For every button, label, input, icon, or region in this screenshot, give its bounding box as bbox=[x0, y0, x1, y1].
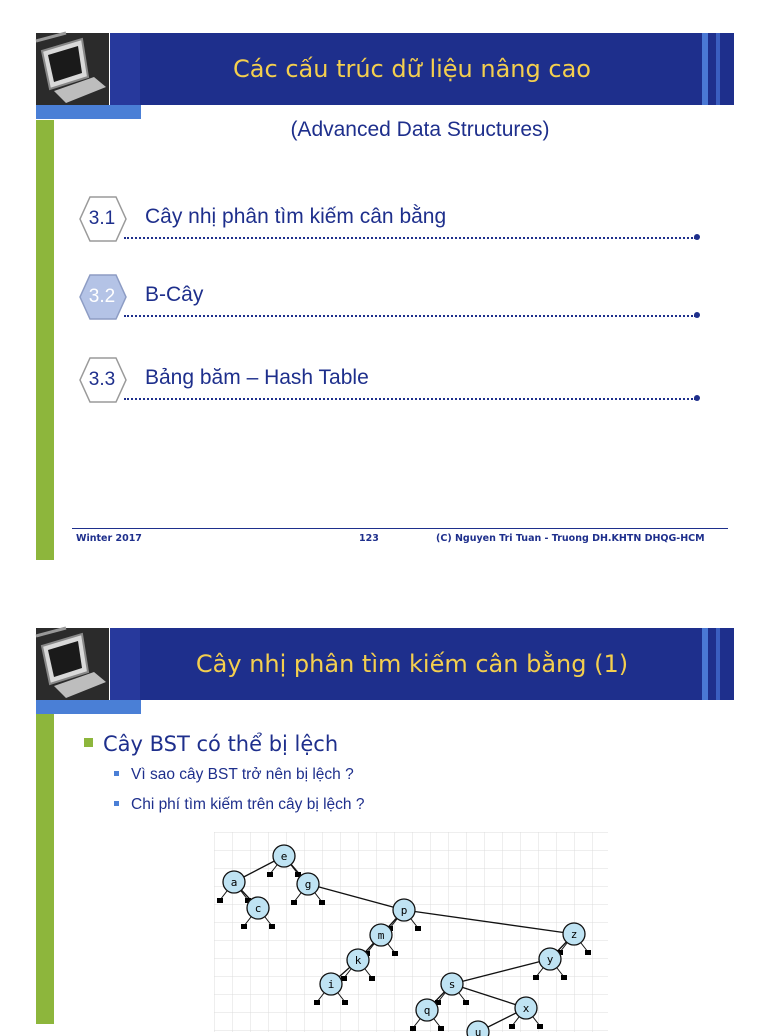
tree-node-label: k bbox=[354, 954, 362, 967]
tree-node-label: i bbox=[327, 978, 335, 991]
tree-node-a bbox=[223, 871, 245, 893]
tree-svg bbox=[214, 832, 608, 1036]
main-bullet-text: Cây BST có thể bị lệch bbox=[103, 732, 339, 756]
null-leaf-marker bbox=[314, 1000, 320, 1005]
tree-node-p bbox=[393, 899, 415, 921]
tree-node-z bbox=[563, 923, 585, 945]
toc-item-3-3[interactable] bbox=[78, 357, 702, 407]
null-leaf-marker bbox=[319, 900, 325, 905]
tree-node-e bbox=[273, 845, 295, 867]
null-leaf-marker bbox=[561, 975, 567, 980]
tree-node-i bbox=[320, 973, 342, 995]
null-leaf-marker bbox=[410, 1026, 416, 1031]
tree-node-m bbox=[370, 924, 392, 946]
null-leaf-marker bbox=[291, 900, 297, 905]
null-leaf-marker bbox=[537, 1024, 543, 1029]
tree-node-label: s bbox=[448, 978, 456, 991]
null-leaf-marker bbox=[342, 1000, 348, 1005]
computer-logo-icon bbox=[36, 628, 109, 700]
tree-node-label: m bbox=[377, 929, 385, 942]
footer-term: Winter 2017 bbox=[76, 533, 142, 544]
footer-page-number: 123 bbox=[359, 533, 379, 544]
hexagon-icon bbox=[78, 274, 130, 320]
slide-2 bbox=[0, 624, 768, 1036]
bullet-square-icon bbox=[114, 771, 119, 776]
tree-node-x bbox=[515, 997, 537, 1019]
slide-subtitle: (Advanced Data Structures) bbox=[290, 118, 550, 141]
title-band bbox=[110, 628, 734, 700]
accent-bar bbox=[36, 700, 141, 714]
sub-bullet-text: Chi phí tìm kiếm trên cây bị lệch ? bbox=[131, 796, 365, 813]
null-leaf-marker bbox=[269, 924, 275, 929]
left-green-bar bbox=[36, 714, 54, 1024]
null-leaf-marker bbox=[509, 1024, 515, 1029]
toc-item-number: 3.1 bbox=[88, 208, 116, 229]
null-leaf-marker bbox=[267, 872, 273, 877]
null-leaf-marker bbox=[217, 898, 223, 903]
null-leaf-marker bbox=[241, 924, 247, 929]
null-leaf-marker bbox=[463, 1000, 469, 1005]
toc-item-3-1[interactable] bbox=[78, 196, 702, 246]
tree-node-label: g bbox=[304, 878, 312, 891]
footer-divider bbox=[72, 528, 728, 529]
tree-node-c bbox=[247, 897, 269, 919]
sub-bullet bbox=[114, 766, 354, 784]
tree-node-y bbox=[539, 948, 561, 970]
slide-title: Cây nhị phân tìm kiếm cân bằng (1) bbox=[195, 650, 629, 678]
toc-item-number: 3.2 bbox=[88, 286, 116, 307]
dotted-leader bbox=[124, 315, 696, 317]
skewed-bst-diagram bbox=[214, 832, 608, 1036]
hexagon-icon bbox=[78, 357, 130, 403]
tree-node-label: x bbox=[522, 1002, 530, 1015]
slide-title: Các cấu trúc dữ liệu nâng cao bbox=[233, 55, 591, 83]
tree-node-label: e bbox=[280, 850, 288, 863]
null-leaf-marker bbox=[438, 1026, 444, 1031]
hexagon-icon bbox=[78, 196, 130, 242]
tree-node-label: z bbox=[570, 928, 578, 941]
tree-node-s bbox=[441, 973, 463, 995]
toc-item-number: 3.3 bbox=[88, 369, 116, 390]
null-leaf-marker bbox=[585, 950, 591, 955]
footer-copyright: (C) Nguyen Tri Tuan - Truong DH.KHTN DHQG-HCM bbox=[436, 533, 705, 544]
tree-node-q bbox=[416, 999, 438, 1021]
tree-node-label: c bbox=[254, 902, 262, 915]
null-leaf-marker bbox=[369, 976, 375, 981]
accent-bar bbox=[36, 105, 141, 119]
sub-bullet bbox=[114, 796, 364, 814]
tree-node-label: y bbox=[546, 953, 554, 966]
tree-node-label: u bbox=[474, 1026, 482, 1036]
dotted-leader bbox=[124, 237, 696, 239]
tree-node-label: p bbox=[400, 904, 408, 917]
toc-item-3-2[interactable] bbox=[78, 274, 702, 324]
tree-node-label: a bbox=[230, 876, 238, 889]
null-leaf-marker bbox=[415, 926, 421, 931]
sub-bullet-text: Vì sao cây BST trở nên bị lệch ? bbox=[131, 766, 354, 783]
dotted-leader bbox=[124, 398, 696, 400]
toc-item-label: B-Cây bbox=[145, 283, 204, 306]
main-bullet bbox=[84, 732, 338, 756]
tree-node-g bbox=[297, 873, 319, 895]
null-leaf-marker bbox=[533, 975, 539, 980]
toc-item-label: Cây nhị phân tìm kiếm cân bằng bbox=[145, 205, 447, 228]
tree-node-label: q bbox=[423, 1004, 431, 1017]
title-band bbox=[110, 33, 734, 105]
left-green-bar bbox=[36, 120, 54, 560]
computer-logo-icon bbox=[36, 33, 109, 105]
bullet-square-icon bbox=[114, 801, 119, 806]
null-leaf-marker bbox=[392, 951, 398, 956]
toc-item-label: Bảng băm – Hash Table bbox=[145, 366, 369, 389]
bullet-square-icon bbox=[84, 738, 93, 747]
tree-node-k bbox=[347, 949, 369, 971]
